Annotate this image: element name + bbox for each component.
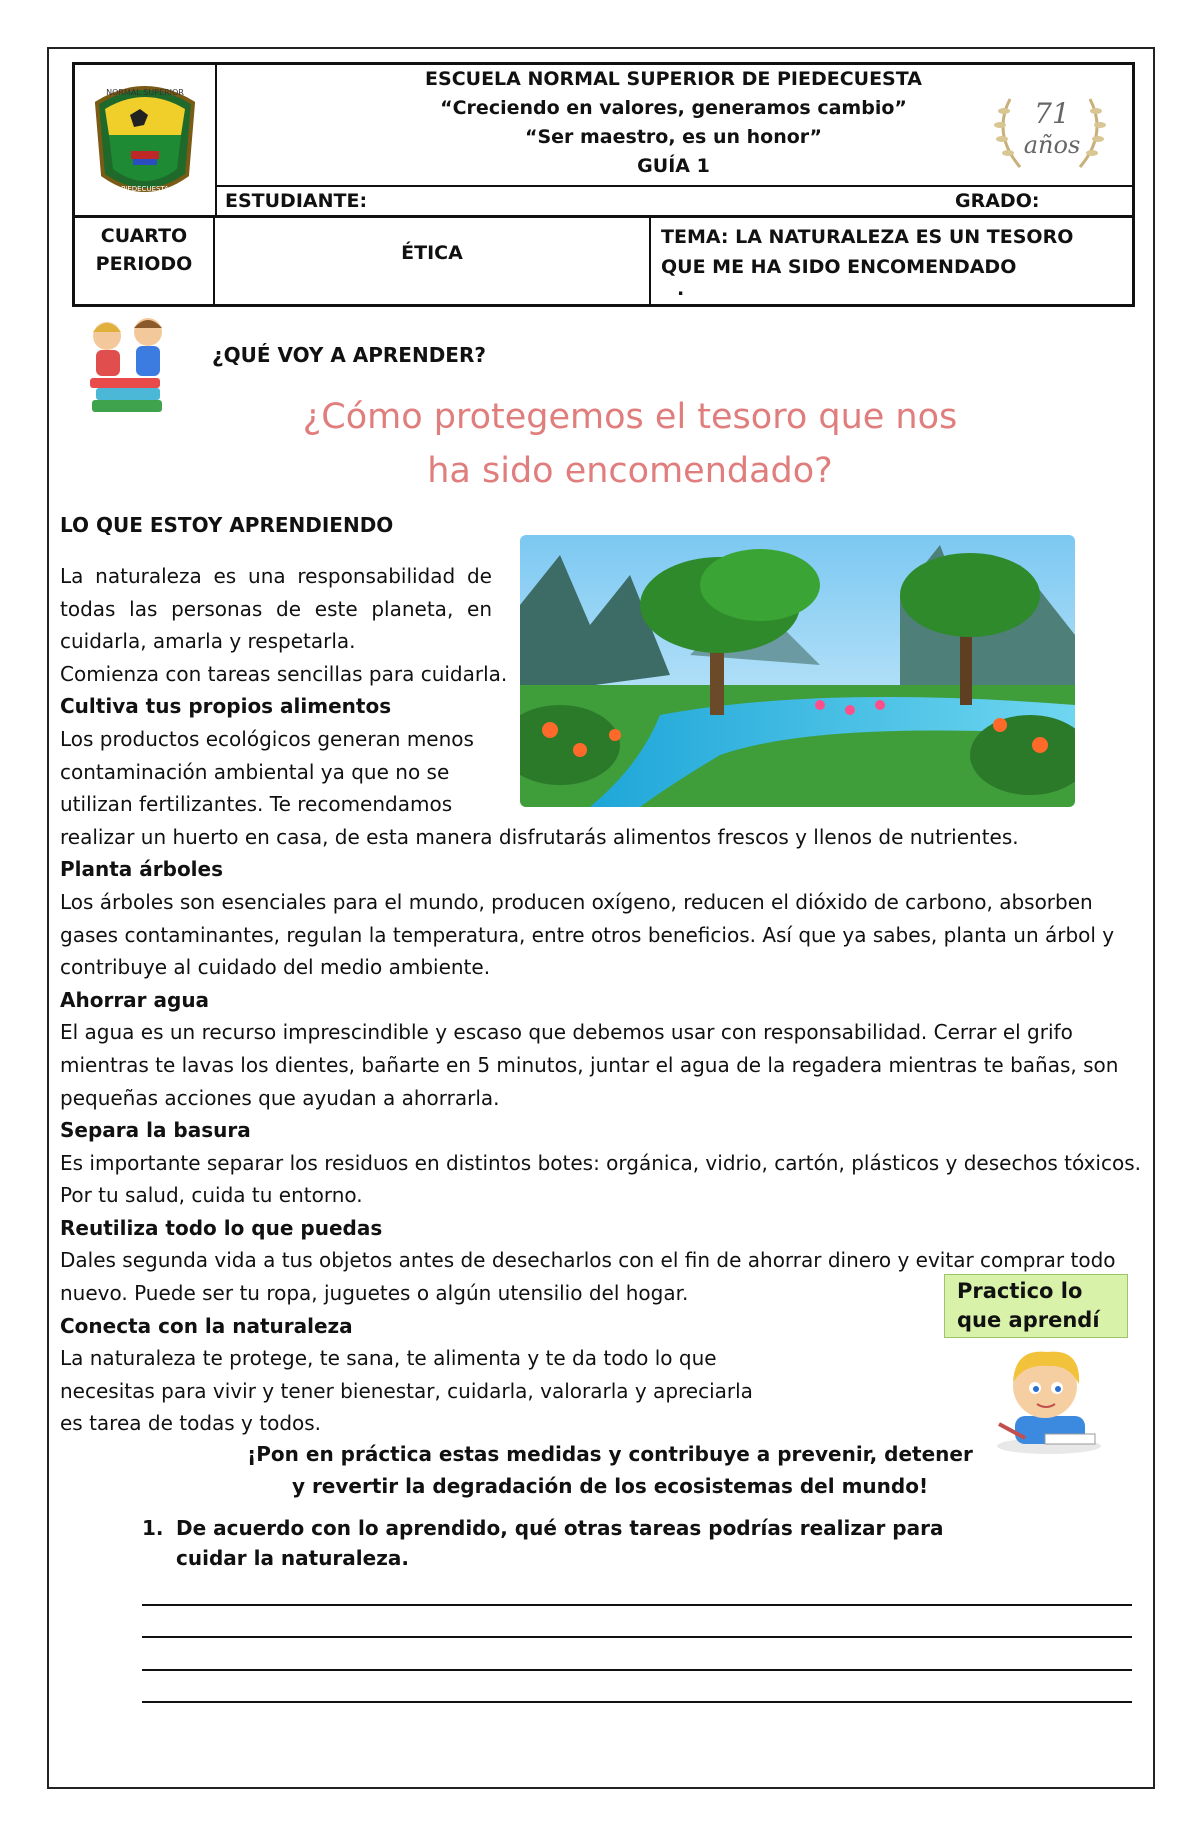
paragraph-intro: La naturaleza es una responsabilidad de todas las personas de este planeta, en cuidarla, amarla y respetarla. [60, 564, 492, 654]
heading-cultiva: Cultiva tus propios alimentos [60, 694, 392, 719]
subject-cell: ÉTICA [215, 218, 651, 304]
heading-conecta: Conecta con la naturaleza [60, 1313, 353, 1338]
school-motto-1: “Creciendo en valores, generamos cambio” [440, 97, 907, 119]
heading-planta: Planta árboles [60, 857, 224, 882]
anniversary-number: 71 [1034, 97, 1070, 130]
school-logo-cell [75, 65, 217, 215]
heading-reutiliza: Reutiliza todo lo que puedas [60, 1215, 383, 1240]
anniversary-word: años [1023, 131, 1081, 159]
paragraph-planta: Los árboles son esenciales para el mundo, producen oxígeno, reducen el dióxido de carbono, absorben gases contaminantes, regulan la temperatura, entre otros beneficios. Así que ya sabes, planta un árbol y contribuye al cuidado del medio ambiente. [60, 889, 1115, 980]
paragraph-reutiliza: Dales segunda vida a tus objetos antes de desecharlos con el fin de ahorrar dinero y evitar comprar todo nuevo. Puede ser tu ropa, juguetes o algún utensilio del hogar. [60, 1248, 1116, 1306]
student-label: ESTUDIANTE: [225, 190, 368, 212]
question-1 [142, 1513, 1002, 1573]
paragraph-cultiva-b: realizar un huerto en casa, de esta manera disfrutarás alimentos frescos y llenos de nutrientes. [60, 824, 1019, 849]
heading-basura: Separa la basura [60, 1118, 251, 1143]
heading-agua: Ahorrar agua [60, 987, 210, 1012]
paragraph-start: Comienza con tareas sencillas para cuidarla. [60, 661, 508, 686]
question-1-text: De acuerdo con lo aprendido, qué otras tareas podrías realizar para cuidar la naturaleza. [176, 1516, 944, 1570]
section-title: LO QUE ESTOY APRENDIENDO [60, 513, 394, 537]
school-name: ESCUELA NORMAL SUPERIOR DE PIEDECUESTA [425, 68, 922, 90]
school-motto-2: “Ser maestro, es un honor” [524, 126, 823, 148]
logo-top-text: NORMAL SUPERIOR [106, 88, 184, 97]
answer-line-2[interactable] [142, 1636, 1132, 1638]
grade-label: GRADO: [955, 190, 1040, 212]
paragraph-cultiva-a: Los productos ecológicos generan menos contaminación ambiental ya que no se utilizan fertilizantes. Te recomendamos [60, 726, 474, 817]
student-row [215, 185, 1132, 217]
call-to-action: ¡Pon en práctica estas medidas y contribuye a prevenir, detener y revertir la degradación de los ecosistemas del mundo! [247, 1442, 973, 1498]
header-titles [215, 65, 1132, 185]
answer-line-1[interactable] [142, 1604, 1132, 1606]
kids-reading-icon [72, 312, 187, 424]
question-1-number: 1. [142, 1516, 164, 1540]
boy-writing-icon [985, 1338, 1113, 1458]
practice-badge: Practico lo que aprendí [944, 1274, 1128, 1338]
guide-number: GUÍA 1 [637, 155, 710, 177]
header-table [72, 62, 1135, 307]
topic-text: TEMA: LA NATURALEZA ES UN TESORO QUE ME HA SIDO ENCOMENDADO [661, 226, 1074, 278]
what-will-i-learn-label: ¿QUÉ VOY A APRENDER? [212, 343, 486, 367]
answer-line-3[interactable] [142, 1669, 1132, 1671]
answer-line-4[interactable] [142, 1701, 1132, 1703]
paragraph-agua: El agua es un recurso imprescindible y escaso que debemos usar con responsabilidad. Cerrar el grifo mientras te lavas los dientes, bañarte en 5 minutos, juntar el agua de la regadera mientras te bañas, son pequeñas acciones que ayudan a ahorrarla. [60, 1020, 1119, 1110]
paragraph-basura: Es importante separar los residuos en distintos botes: orgánica, vidrio, cartón, plásticos y desechos tóxicos. Por tu salud, cuida tu entorno. [60, 1150, 1141, 1208]
paragraph-conecta: La naturaleza te protege, te sana, te alimenta y te da todo lo que necesitas para vivir y tener bienestar, cuidarla, valorarla y apreciarla es tarea de todas y todos. [60, 1346, 753, 1436]
period-cell: CUARTO PERIODO [75, 218, 215, 304]
main-question: ¿Cómo protegemos el tesoro que nos ha sido encomendado? [302, 397, 958, 491]
topic-dot: . [677, 278, 685, 300]
logo-bottom-text: PIEDECUESTA [121, 185, 169, 193]
anniversary-laurel-icon [980, 79, 1120, 179]
topic-cell [651, 218, 1132, 304]
info-row [75, 215, 1132, 304]
school-shield-logo [75, 65, 215, 215]
